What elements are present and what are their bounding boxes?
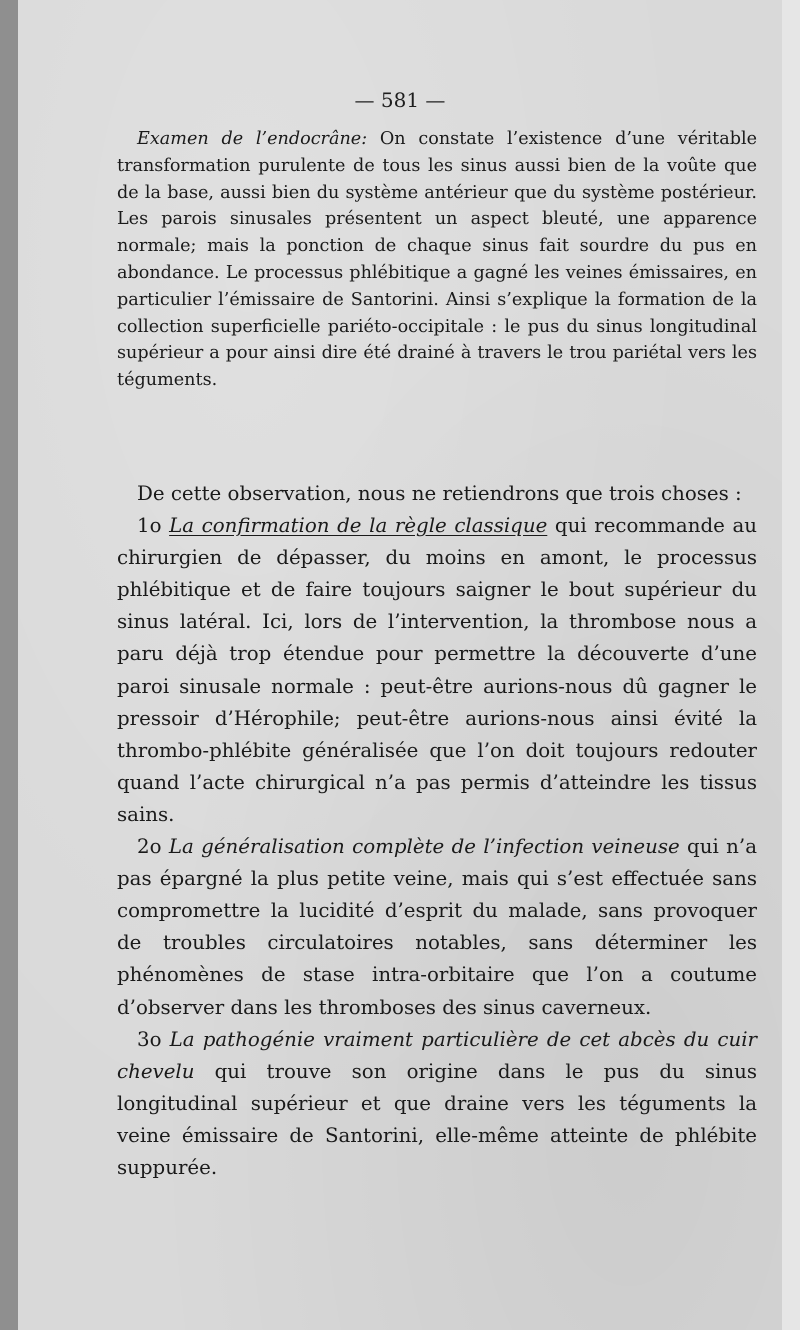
item-1-body: qui recommande au chirurgien de dépasser, du moins en amont, le processus phlébitique et de faire toujours saigner le bout supérieur du sinus latéral. Ici, lors de l’intervention, la thrombose nous a paru déjà trop étendue pour permettre la découverte d’une paroi sinusale normale : peut-être aurions-nous dû gagner le pressoir d’Hérophile; peut-être aurions-nous ainsi évité la thrombo-phlébite généralisée que l’on doit toujours redouter quand l’acte chirurgical n’a pas permis d’atteindre les tissus sains. xyxy=(117,514,757,826)
item-3-number: 3o xyxy=(137,1027,170,1051)
item-3-body: qui trouve son origine dans le pus du sinus longitudinal supérieur et que draine vers les téguments la veine émissaire de Santorini, elle-même atteinte de phlébite suppurée. xyxy=(117,1059,757,1179)
item-2-number: 2o xyxy=(137,835,169,859)
item-1-title: La confirmation de la règle classique xyxy=(169,514,548,538)
examen-body: On constate l’existence d’une véritable transformation purulente de tous les sinus aussi bien de la voûte que de la base, aussi bien du système antérieur que du système postérieur. Les parois sinusales présentent un aspect bleuté, une apparence normale; mais la ponction de chaque sinus fait sourdre du pus en abondance. Le processus phlébitique a gagné les veines émissaires, en particulier l’émissaire de Santorini. Ainsi s’explique la formation de la collection superficielle pariéto-occipitale : le pus du sinus longitudinal supérieur a pour ainsi dire été drainé à travers le trou pariétal vers les téguments. xyxy=(117,129,758,391)
page-edge xyxy=(782,0,800,1330)
conclusion-item-1 xyxy=(117,510,757,831)
conclusion-item-3 xyxy=(117,1024,757,1184)
examen-lead: Examen de l’endocrâne: xyxy=(137,129,368,149)
conclusion-section xyxy=(117,478,757,1184)
item-2-body: qui n’a pas épargné la plus petite veine, mais qui s’est effectuée sans compromettre la lucidité d’esprit du malade, sans provoquer de troubles circulatoires notables, sans déterminer les phénomènes de stase intra-orbitaire que l’on a coutume d’observer dans les thromboses des sinus caverneux. xyxy=(117,835,757,1019)
examen-paragraph xyxy=(117,126,757,394)
item-2-title: La généralisation complète de l’infection veineuse xyxy=(168,835,680,859)
conclusion-item-2 xyxy=(117,831,757,1024)
item-3-title: La pathogénie vraiment particulière de cet abcès du cuir chevelu xyxy=(117,1027,757,1083)
page-number: — 581 — xyxy=(354,88,446,112)
conclusion-intro: De cette observation, nous ne retiendrons que trois choses : xyxy=(137,482,742,505)
item-1-number: 1o xyxy=(137,514,170,538)
